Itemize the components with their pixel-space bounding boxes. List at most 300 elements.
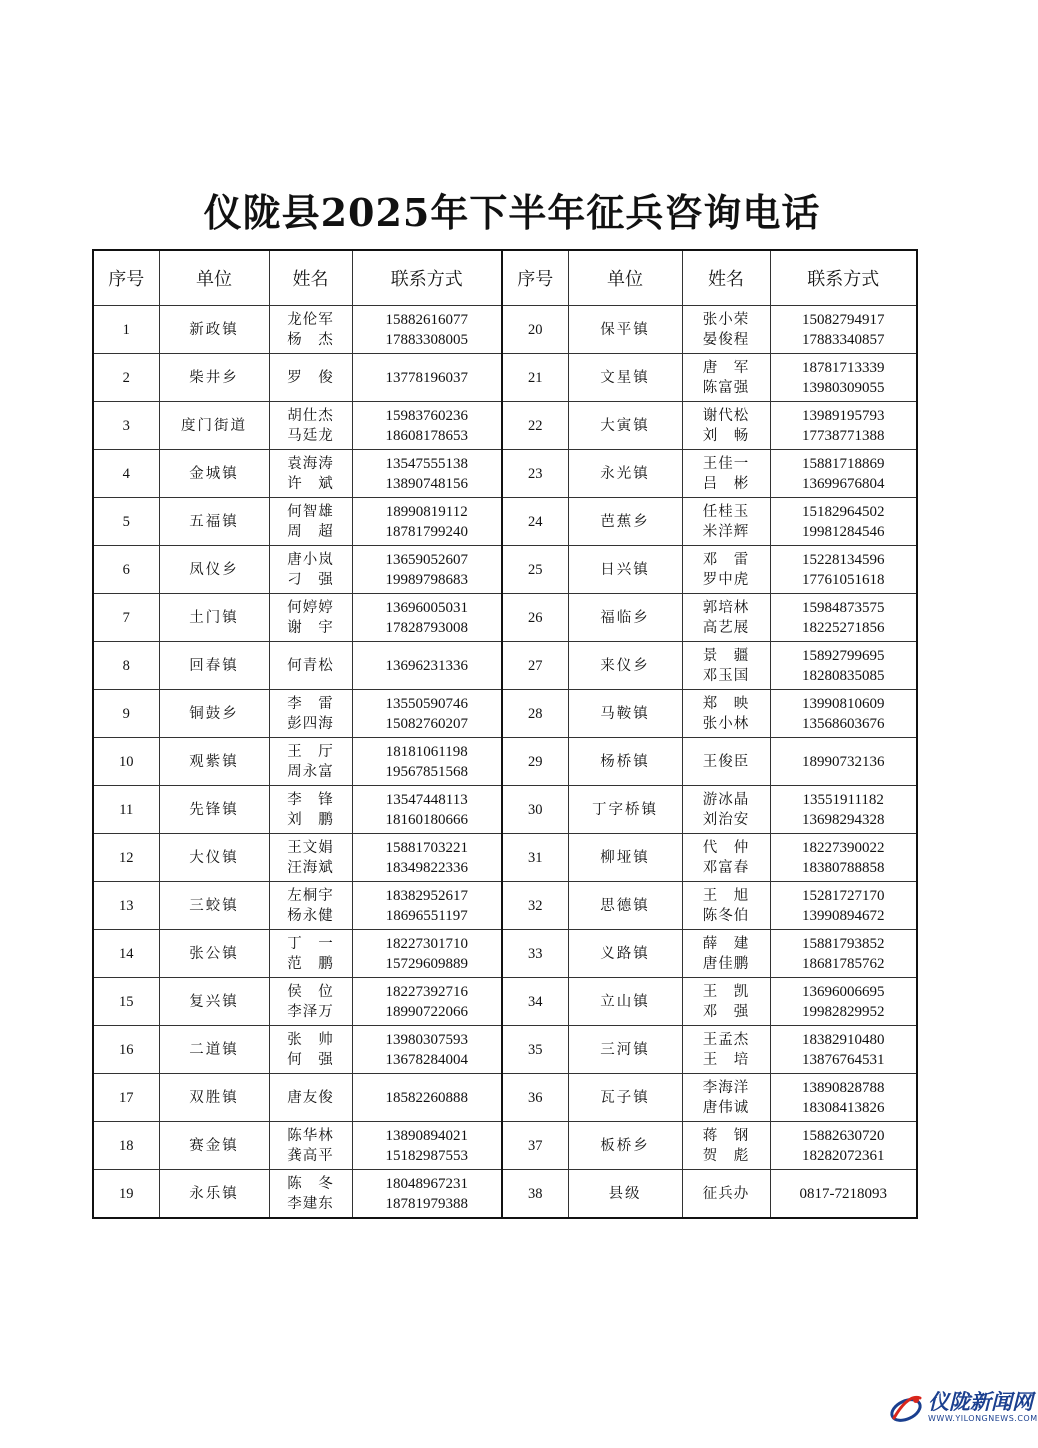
contact-names — [682, 642, 770, 690]
phone-number: 18696551197 — [385, 907, 468, 924]
contact-phones — [770, 498, 917, 546]
contact-person: 唐佳鹏 — [702, 955, 750, 972]
header-row — [93, 250, 917, 306]
phone-number: 18781799240 — [385, 523, 468, 540]
contact-person: 高艺展 — [702, 619, 750, 636]
phone-number: 13678284004 — [385, 1051, 468, 1068]
unit-name: 文星镇 — [568, 354, 682, 402]
table-row — [93, 642, 917, 690]
row-index: 8 — [93, 642, 159, 690]
contact-person: 罗 俊 — [287, 369, 334, 386]
contact-person: 刘 鹏 — [287, 811, 334, 828]
contact-person: 何青松 — [287, 657, 334, 674]
unit-name: 观紫镇 — [159, 738, 269, 786]
phone-number: 18382952617 — [385, 887, 468, 904]
contact-person: 唐伟诚 — [702, 1099, 750, 1116]
row-index: 4 — [93, 450, 159, 498]
contact-person: 米洋辉 — [702, 523, 750, 540]
contact-phones — [352, 450, 502, 498]
contact-phones — [770, 450, 917, 498]
header-index: 序号 — [502, 250, 568, 306]
phone-number: 13890828788 — [802, 1079, 885, 1096]
phone-number: 15892799695 — [802, 647, 885, 664]
row-index: 33 — [502, 930, 568, 978]
contact-phones — [770, 786, 917, 834]
phone-number: 0817-7218093 — [799, 1185, 887, 1202]
contact-person: 马廷龙 — [287, 427, 334, 444]
unit-name: 柳垭镇 — [568, 834, 682, 882]
phone-number: 18048967231 — [385, 1175, 468, 1192]
row-index: 26 — [502, 594, 568, 642]
contact-person: 彭四海 — [287, 715, 334, 732]
contact-names — [269, 402, 352, 450]
contact-names — [682, 690, 770, 738]
phone-number: 18181061198 — [385, 743, 468, 760]
phone-number: 18380788858 — [802, 859, 885, 876]
contact-phones — [352, 1026, 502, 1074]
contact-person: 张 帅 — [287, 1031, 334, 1048]
contact-phones — [352, 1074, 502, 1122]
swoosh-logo-icon — [886, 1388, 926, 1428]
phone-number: 19989798683 — [385, 571, 468, 588]
phone-number: 13876764531 — [802, 1051, 885, 1068]
phone-number: 17883340857 — [802, 331, 885, 348]
table-row — [93, 834, 917, 882]
row-index: 38 — [502, 1170, 568, 1219]
contact-person: 陈冬伯 — [702, 907, 750, 924]
contact-phones — [770, 1122, 917, 1170]
row-index: 22 — [502, 402, 568, 450]
unit-name: 县级 — [568, 1170, 682, 1219]
contact-phones — [352, 354, 502, 402]
phone-number: 15729609889 — [385, 955, 468, 972]
contact-person: 唐 军 — [702, 359, 750, 376]
row-index: 20 — [502, 306, 568, 354]
row-index: 34 — [502, 978, 568, 1026]
row-index: 13 — [93, 882, 159, 930]
contact-phones — [770, 1074, 917, 1122]
contact-person: 何智雄 — [287, 503, 334, 520]
contact-person: 邓富春 — [702, 859, 750, 876]
phone-number: 19982829952 — [802, 1003, 885, 1020]
phone-number: 18280835085 — [802, 667, 885, 684]
phone-number: 17828793008 — [385, 619, 468, 636]
table-row — [93, 978, 917, 1026]
contact-person: 贺 彪 — [702, 1147, 750, 1164]
phone-number: 19567851568 — [385, 763, 468, 780]
contact-person: 景 疆 — [702, 647, 750, 664]
row-index: 28 — [502, 690, 568, 738]
phone-number: 13698294328 — [802, 811, 885, 828]
contact-names — [269, 786, 352, 834]
unit-name: 丁字桥镇 — [568, 786, 682, 834]
phone-number: 13890894021 — [385, 1127, 468, 1144]
contact-person: 龚高平 — [287, 1147, 334, 1164]
row-index: 29 — [502, 738, 568, 786]
unit-name: 芭蕉乡 — [568, 498, 682, 546]
unit-name: 金城镇 — [159, 450, 269, 498]
contact-person: 龙伦军 — [287, 311, 334, 328]
phone-number: 17883308005 — [385, 331, 468, 348]
unit-name: 先锋镇 — [159, 786, 269, 834]
contact-phones — [352, 690, 502, 738]
row-index: 27 — [502, 642, 568, 690]
phone-number: 13696005031 — [385, 599, 468, 616]
row-index: 23 — [502, 450, 568, 498]
unit-name: 新政镇 — [159, 306, 269, 354]
phone-number: 19981284546 — [802, 523, 885, 540]
contact-names — [682, 978, 770, 1026]
table-row — [93, 594, 917, 642]
phone-number: 18282072361 — [802, 1147, 885, 1164]
phone-number: 15882630720 — [802, 1127, 885, 1144]
unit-name: 三河镇 — [568, 1026, 682, 1074]
row-index: 10 — [93, 738, 159, 786]
unit-name: 马鞍镇 — [568, 690, 682, 738]
unit-name: 来仪乡 — [568, 642, 682, 690]
unit-name: 思德镇 — [568, 882, 682, 930]
unit-name: 大仪镇 — [159, 834, 269, 882]
phone-number: 18990819112 — [385, 503, 468, 520]
row-index: 36 — [502, 1074, 568, 1122]
contact-names — [682, 546, 770, 594]
phone-number: 15881793852 — [802, 935, 885, 952]
contact-person: 杨永健 — [287, 907, 334, 924]
contact-person: 李 锋 — [287, 791, 334, 808]
phone-number: 18781713339 — [802, 359, 885, 376]
table-row — [93, 1026, 917, 1074]
unit-name: 回春镇 — [159, 642, 269, 690]
phone-number: 15881718869 — [802, 455, 885, 472]
header-name: 姓名 — [269, 250, 352, 306]
contact-phones — [352, 834, 502, 882]
contact-person: 谢 宇 — [287, 619, 334, 636]
contact-phones — [352, 738, 502, 786]
phone-number: 18608178653 — [385, 427, 468, 444]
header-unit: 单位 — [568, 250, 682, 306]
table-row — [93, 450, 917, 498]
phone-number: 13990894672 — [802, 907, 885, 924]
contact-phones — [770, 546, 917, 594]
unit-name: 张公镇 — [159, 930, 269, 978]
unit-name: 杨桥镇 — [568, 738, 682, 786]
phone-number: 13551911182 — [802, 791, 884, 808]
contact-person: 汪海斌 — [287, 859, 334, 876]
unit-name: 义路镇 — [568, 930, 682, 978]
table-row — [93, 786, 917, 834]
contact-person: 任桂玉 — [702, 503, 750, 520]
contact-person: 刁 强 — [287, 571, 334, 588]
phone-number: 18990722066 — [385, 1003, 468, 1020]
contact-names — [682, 498, 770, 546]
row-index: 12 — [93, 834, 159, 882]
unit-name: 瓦子镇 — [568, 1074, 682, 1122]
contact-person: 陈华林 — [287, 1127, 334, 1144]
unit-name: 三蛟镇 — [159, 882, 269, 930]
phone-number: 18308413826 — [802, 1099, 885, 1116]
contact-phones — [352, 930, 502, 978]
phone-number: 17761051618 — [802, 571, 885, 588]
row-index: 15 — [93, 978, 159, 1026]
contact-names — [269, 978, 352, 1026]
phone-number: 13699676804 — [802, 475, 885, 492]
contact-names — [269, 882, 352, 930]
header-name: 姓名 — [682, 250, 770, 306]
row-index: 14 — [93, 930, 159, 978]
contact-phones — [770, 738, 917, 786]
contact-phones — [352, 402, 502, 450]
contact-person: 丁 一 — [287, 935, 334, 952]
row-index: 17 — [93, 1074, 159, 1122]
phone-number: 13550590746 — [385, 695, 468, 712]
contact-phones — [352, 546, 502, 594]
contact-person: 袁海涛 — [287, 455, 334, 472]
contact-person: 蒋 钢 — [702, 1127, 750, 1144]
unit-name: 永乐镇 — [159, 1170, 269, 1219]
row-index: 32 — [502, 882, 568, 930]
contact-person: 王 培 — [702, 1051, 750, 1068]
contact-names — [682, 738, 770, 786]
phone-number: 13890748156 — [385, 475, 468, 492]
phone-number: 15983760236 — [385, 407, 468, 424]
unit-name: 永光镇 — [568, 450, 682, 498]
row-index: 25 — [502, 546, 568, 594]
contact-person: 侯 位 — [287, 983, 334, 1000]
contact-names — [269, 546, 352, 594]
phone-number: 13980307593 — [385, 1031, 468, 1048]
contact-person: 李 雷 — [287, 695, 334, 712]
contact-person: 范 鹏 — [287, 955, 334, 972]
contact-phones — [352, 498, 502, 546]
contact-names — [269, 1074, 352, 1122]
contact-person: 刘治安 — [702, 811, 750, 828]
watermark-url: WWW.YILONGNEWS.COM — [928, 1414, 1038, 1423]
contact-person: 邓 雷 — [702, 551, 750, 568]
contact-phones — [770, 930, 917, 978]
unit-name: 大寅镇 — [568, 402, 682, 450]
row-index: 16 — [93, 1026, 159, 1074]
contact-person: 王孟杰 — [702, 1031, 750, 1048]
contact-person: 胡仕杰 — [287, 407, 334, 424]
row-index: 7 — [93, 594, 159, 642]
contact-names — [682, 450, 770, 498]
phone-number: 15082760207 — [385, 715, 468, 732]
contact-person: 李海洋 — [702, 1079, 750, 1096]
phone-number: 15281727170 — [802, 887, 885, 904]
unit-name: 福临乡 — [568, 594, 682, 642]
phone-number: 13696231336 — [385, 657, 468, 674]
table-body — [93, 306, 917, 1219]
table-row — [93, 882, 917, 930]
watermark-name: 仪陇新闻网 — [928, 1389, 1033, 1414]
contact-phones — [352, 306, 502, 354]
contact-phones — [770, 690, 917, 738]
phone-number: 18990732136 — [802, 753, 885, 770]
row-index: 18 — [93, 1122, 159, 1170]
contact-person: 陈 冬 — [287, 1175, 334, 1192]
phone-number: 15182964502 — [802, 503, 885, 520]
contact-phones — [770, 834, 917, 882]
contact-names — [682, 882, 770, 930]
contact-names — [682, 786, 770, 834]
contact-names — [269, 1026, 352, 1074]
contact-phones — [770, 354, 917, 402]
contact-person: 周 超 — [287, 523, 334, 540]
phone-number: 18582260888 — [385, 1089, 468, 1106]
contact-names — [682, 930, 770, 978]
phone-number: 18227392716 — [385, 983, 468, 1000]
table-row — [93, 1122, 917, 1170]
contact-names — [269, 642, 352, 690]
unit-name: 二道镇 — [159, 1026, 269, 1074]
row-index: 24 — [502, 498, 568, 546]
unit-name: 保平镇 — [568, 306, 682, 354]
phone-number: 13696006695 — [802, 983, 885, 1000]
contact-names — [269, 1170, 352, 1219]
contact-phones — [352, 1170, 502, 1219]
contact-names — [269, 594, 352, 642]
phone-number: 15882616077 — [385, 311, 468, 328]
table-row — [93, 546, 917, 594]
unit-name: 凤仪乡 — [159, 546, 269, 594]
row-index: 19 — [93, 1170, 159, 1219]
header-contact: 联系方式 — [352, 250, 502, 306]
contact-phones — [770, 978, 917, 1026]
contact-names — [269, 1122, 352, 1170]
contact-person: 何 强 — [287, 1051, 334, 1068]
contact-phones — [770, 402, 917, 450]
contact-person: 张小荣 — [702, 311, 750, 328]
phone-number: 13990810609 — [802, 695, 885, 712]
contact-person: 杨 杰 — [287, 331, 334, 348]
contact-phones — [770, 642, 917, 690]
unit-name: 五福镇 — [159, 498, 269, 546]
contact-phones — [770, 594, 917, 642]
phone-number: 18382910480 — [802, 1031, 885, 1048]
phone-number: 18349822336 — [385, 859, 468, 876]
contact-person: 李泽万 — [287, 1003, 334, 1020]
contact-names — [269, 834, 352, 882]
table-row — [93, 930, 917, 978]
contact-person: 王俊臣 — [702, 753, 750, 770]
phone-number: 15182987553 — [385, 1147, 468, 1164]
phone-number: 13989195793 — [802, 407, 885, 424]
unit-name: 土门镇 — [159, 594, 269, 642]
contact-person: 何婷婷 — [287, 599, 334, 616]
row-index: 9 — [93, 690, 159, 738]
contact-person: 代 仲 — [702, 839, 750, 856]
phone-number: 18227390022 — [802, 839, 885, 856]
table-row — [93, 402, 917, 450]
phone-number: 13778196037 — [385, 369, 468, 386]
unit-name: 板桥乡 — [568, 1122, 682, 1170]
phone-number: 17738771388 — [802, 427, 885, 444]
contact-names — [269, 930, 352, 978]
contact-names — [269, 690, 352, 738]
contact-phones — [770, 1170, 917, 1219]
phone-number: 15881703221 — [385, 839, 468, 856]
contact-names — [682, 306, 770, 354]
phone-number: 18160180666 — [385, 811, 468, 828]
contact-names — [269, 738, 352, 786]
row-index: 21 — [502, 354, 568, 402]
row-index: 35 — [502, 1026, 568, 1074]
contact-phones — [770, 882, 917, 930]
header-contact: 联系方式 — [770, 250, 917, 306]
unit-name: 复兴镇 — [159, 978, 269, 1026]
unit-name: 双胜镇 — [159, 1074, 269, 1122]
contact-person: 王 厅 — [287, 743, 334, 760]
phone-number: 18681785762 — [802, 955, 885, 972]
table-row — [93, 690, 917, 738]
contact-names — [682, 1170, 770, 1219]
contact-names — [269, 354, 352, 402]
contact-phones — [352, 786, 502, 834]
contact-phones — [352, 642, 502, 690]
phone-number: 15082794917 — [802, 311, 885, 328]
contact-names — [682, 594, 770, 642]
contact-person: 游冰晶 — [702, 791, 750, 808]
table-row — [93, 354, 917, 402]
contact-person: 罗中虎 — [702, 571, 750, 588]
contact-person: 唐友俊 — [287, 1089, 334, 1106]
page-title: 仪陇县2025年下半年征兵咨询电话 — [203, 190, 821, 235]
phone-number: 13547448113 — [385, 791, 468, 808]
table-row — [93, 1074, 917, 1122]
contact-names — [682, 834, 770, 882]
contact-phones — [352, 1122, 502, 1170]
contact-person: 薛 建 — [702, 935, 750, 952]
row-index: 1 — [93, 306, 159, 354]
contact-names — [269, 498, 352, 546]
phone-number: 15984873575 — [802, 599, 885, 616]
phone-number: 15228134596 — [802, 551, 885, 568]
contact-person: 王文娟 — [287, 839, 334, 856]
row-index: 5 — [93, 498, 159, 546]
unit-name: 赛金镇 — [159, 1122, 269, 1170]
unit-name: 日兴镇 — [568, 546, 682, 594]
contact-person: 王 凯 — [702, 983, 750, 1000]
contact-person: 王 旭 — [702, 887, 750, 904]
contact-phones — [352, 882, 502, 930]
header-index: 序号 — [93, 250, 159, 306]
row-index: 31 — [502, 834, 568, 882]
contact-phones — [770, 306, 917, 354]
contact-person: 许 斌 — [287, 475, 334, 492]
unit-name: 立山镇 — [568, 978, 682, 1026]
contact-person: 刘 畅 — [702, 427, 750, 444]
row-index: 3 — [93, 402, 159, 450]
unit-name: 铜鼓乡 — [159, 690, 269, 738]
contact-names — [269, 306, 352, 354]
contact-person: 左桐宇 — [287, 887, 334, 904]
contact-person: 陈富强 — [702, 379, 750, 396]
contact-person: 郑 映 — [702, 695, 750, 712]
contact-names — [269, 450, 352, 498]
phone-number: 18781979388 — [385, 1195, 468, 1212]
contact-table — [92, 249, 918, 1219]
row-index: 37 — [502, 1122, 568, 1170]
contact-person: 邓 强 — [702, 1003, 750, 1020]
contact-phones — [770, 1026, 917, 1074]
row-index: 30 — [502, 786, 568, 834]
contact-phones — [352, 978, 502, 1026]
contact-names — [682, 1122, 770, 1170]
row-index: 6 — [93, 546, 159, 594]
contact-person: 王佳一 — [702, 455, 750, 472]
contact-person: 唐小岚 — [287, 551, 334, 568]
contact-person: 吕 彬 — [702, 475, 750, 492]
